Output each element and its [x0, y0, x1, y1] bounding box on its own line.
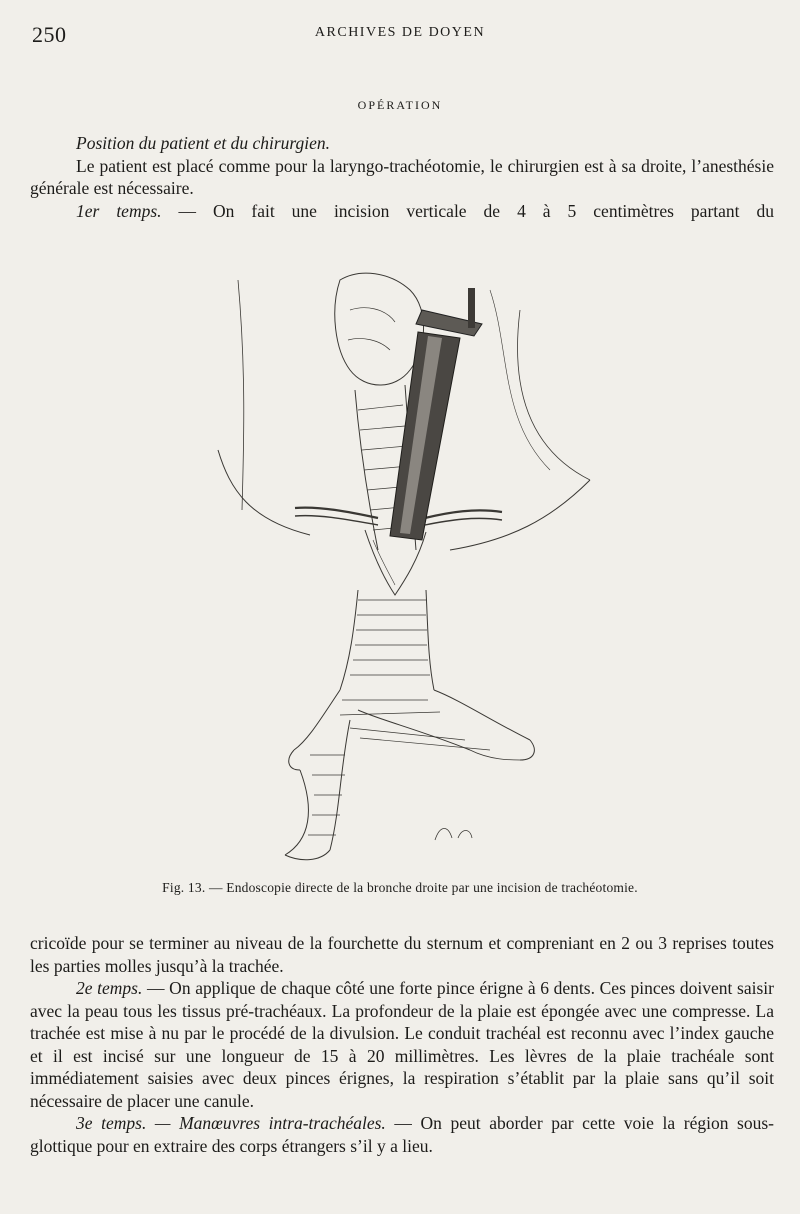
bottom-text-block	[30, 932, 774, 1157]
step1-text: — On fait une incision verticale de 4 à 5 centimètres partant du	[161, 200, 775, 221]
trachea-endoscopy-drawing	[190, 250, 610, 870]
paragraph-position: Le patient est placé comme pour la laryngo-trachéotomie, le chirurgien est à sa droite, l’anesthésie générale est nécessaire.	[30, 155, 774, 198]
step2-text: — On applique de chaque côté une forte pince érigne à 6 dents. Ces pinces doivent saisir avec la peau tous les tissus pré-trachéaux. La profondeur de la plaie est épongée avec une compresse. La trachée est mise à nu par le procédé de la divulsion. Le conduit trachéal est reconnu avec l’index gauche et il est incisé sur une longueur de 15 à 20 millimètres. Les lèvres de la plaie trachéale sont immédiatement saisies avec deux pinces érignes, la respiration s’établit par la plaie sans qu’il soit nécessaire de placer une canule.	[30, 978, 774, 1111]
step1-label: 1er temps.	[76, 200, 162, 221]
paragraph-step2	[30, 977, 774, 1112]
anatomical-illustration	[190, 250, 610, 870]
subheading: Position du patient et du chirurgien.	[76, 133, 331, 153]
paragraph-continuation: cricoïde pour se terminer au niveau de la fourchette du sternum et compreniant en 2 ou 3 reprises toutes les parties molles jusqu’à la trachée.	[30, 933, 774, 976]
step3-italic: — Manœuvres intra-trachéales.	[146, 1113, 386, 1133]
step3-label: 3e temps.	[76, 1113, 147, 1133]
figure-caption: Fig. 13. — Endoscopie directe de la bronche droite par une incision de trachéotomie.	[162, 880, 638, 895]
paragraph-step1	[30, 200, 774, 223]
step2-label: 2e temps.	[76, 978, 143, 998]
running-head: ARCHIVES DE DOYEN	[314, 25, 486, 40]
page-number: 250	[32, 22, 67, 47]
top-text-block	[30, 132, 774, 222]
section-heading: OPÉRATION	[357, 98, 443, 112]
paragraph-step3	[30, 1112, 774, 1157]
step3-text: — On peut aborder par cette voie la région sous-glottique pour en extraire des corps étrangers s’il y a lieu.	[30, 1113, 774, 1156]
